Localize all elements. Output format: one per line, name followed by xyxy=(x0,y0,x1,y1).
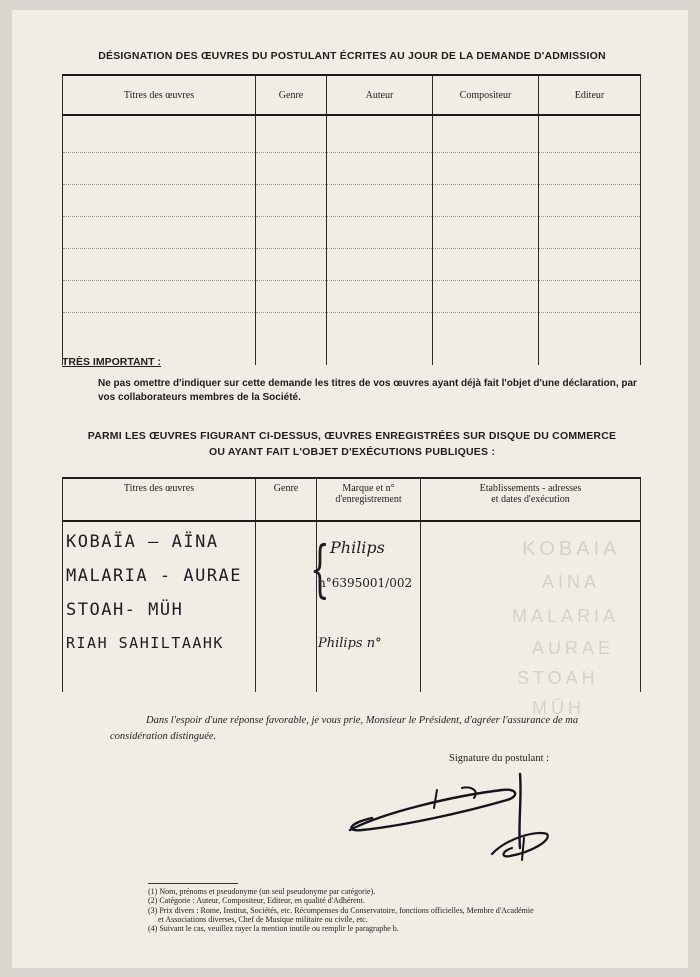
bleed-through-text: STOAH xyxy=(517,668,599,688)
footnote: (4) Suivant le cas, veuillez rayer la mention inutile ou remplir le paragraphe b. xyxy=(148,924,399,933)
footnote-divider xyxy=(148,883,238,884)
bleed-through-text: AINA xyxy=(542,572,601,592)
column-header: Titres des œuvres xyxy=(63,75,256,115)
section-title-recorded-2: OU AYANT FAIT L'OBJET D'EXÉCUTIONS PUBLIQUES : xyxy=(208,446,496,458)
footnote: (1) Nom, prénoms et pseudonyme (un seul pseudonyme par catégorie). xyxy=(148,887,376,896)
handwritten-label: n°6395001/002 xyxy=(318,576,413,590)
handwritten-label: Philips n° xyxy=(318,636,382,651)
section-title-recorded: PARMI LES ŒUVRES FIGURANT CI-DESSUS, ŒUVRES ENREGISTRÉES SUR DISQUE DU COMMERCE xyxy=(87,430,617,442)
column-header: Titres des œuvres xyxy=(63,478,256,521)
column-header: Compositeur xyxy=(433,75,539,115)
bleed-through-text: KOBAIA xyxy=(522,538,621,560)
works-table xyxy=(62,74,641,365)
column-header-line: et dates d'exécution xyxy=(491,494,570,505)
document-page xyxy=(12,10,688,968)
brace-mark: { xyxy=(310,532,330,605)
important-label: TRÈS IMPORTANT : xyxy=(62,356,161,368)
column-header-line: Etablissements - adresses xyxy=(479,483,582,494)
closing-formula: Dans l'espoir d'une réponse favorable, je vous prie, Monsieur le Président, d'agréer l'assurance de ma considération distinguée. xyxy=(110,715,579,742)
bleed-through-text: MALARIA xyxy=(512,606,620,626)
handwritten-title: MALARIA - AURAE xyxy=(66,566,243,586)
signature-label: Signature du postulant : xyxy=(449,753,550,764)
important-text: Ne pas omettre d'indiquer sur cette demande les titres de vos œuvres ayant déjà fait l'objet d'une déclaration, par vos collaborateurs membres de la Société. xyxy=(98,378,637,403)
handwritten-label: Philips xyxy=(330,538,385,557)
handwritten-title: RIAH SAHILTAAHK xyxy=(66,634,224,652)
column-header-line: Marque et n° xyxy=(342,483,395,494)
bleed-through-text: MÜH xyxy=(532,698,585,718)
footnote: et Associations diverses, Chef de Musique militaire ou civile, etc. xyxy=(158,915,368,924)
signature xyxy=(342,768,562,878)
column-header: Editeur xyxy=(539,75,641,115)
column-header: Auteur xyxy=(327,75,433,115)
column-header: Genre xyxy=(256,75,327,115)
footnote: (3) Prix divers : Rome, Institut, Sociétés, etc. Récompenses du Conservatoire, fonctions officielles, Membre d'Académie xyxy=(148,906,534,915)
column-header-line: d'enregistrement xyxy=(335,494,402,505)
column-header xyxy=(317,478,421,521)
handwritten-title: STOAH- MÜH xyxy=(66,600,184,620)
handwritten-title: KOBAÏA — AÏNA xyxy=(66,532,219,552)
bleed-through-text: AURAE xyxy=(532,638,615,658)
footnote: (2) Catégorie : Auteur, Compositeur, Editeur, en qualité d'Adhérent. xyxy=(148,896,365,905)
column-header: Genre xyxy=(256,478,317,521)
column-header xyxy=(421,478,641,521)
section-title-works: DÉSIGNATION DES ŒUVRES DU POSTULANT ÉCRITES AU JOUR DE LA DEMANDE D'ADMISSION xyxy=(98,50,606,62)
